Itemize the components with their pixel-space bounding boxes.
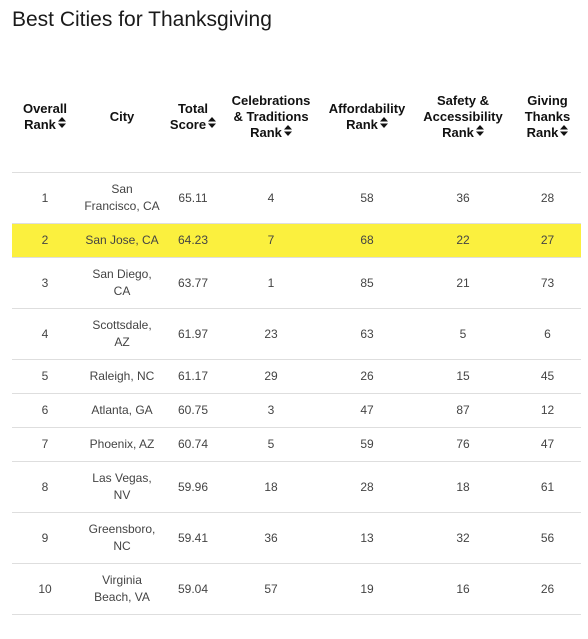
header-celebrations-traditions-rank[interactable] bbox=[220, 62, 322, 173]
cell-giving-thanks-rank: 61 bbox=[514, 462, 581, 513]
cell-celebrations-traditions-rank: 7 bbox=[220, 224, 322, 258]
cell-affordability-rank: 13 bbox=[322, 513, 412, 564]
cell-total-score: 61.17 bbox=[166, 360, 220, 394]
cell-city: Atlanta, GA bbox=[78, 394, 166, 428]
cell-celebrations-traditions-rank: 36 bbox=[220, 513, 322, 564]
header-label-line bbox=[222, 109, 320, 125]
sort-updown-icon[interactable] bbox=[284, 125, 292, 138]
cell-city: Raleigh, NC bbox=[78, 360, 166, 394]
cell-safety-accessibility-rank: 22 bbox=[412, 224, 514, 258]
page-title: Best Cities for Thanksgiving bbox=[12, 8, 272, 31]
sort-updown-icon[interactable] bbox=[380, 117, 388, 130]
header-label-line bbox=[516, 93, 579, 109]
table-row bbox=[12, 428, 581, 462]
header-label-text: Rank bbox=[346, 117, 378, 132]
header-label-line bbox=[324, 117, 410, 133]
header-label-line bbox=[414, 93, 512, 109]
cell-overall-rank: 7 bbox=[12, 428, 78, 462]
header-giving-thanks-rank[interactable] bbox=[514, 62, 581, 173]
header-label-line bbox=[80, 109, 164, 125]
header-overall-rank[interactable] bbox=[12, 62, 78, 173]
cell-celebrations-traditions-rank: 1 bbox=[220, 258, 322, 309]
header-label-text: Overall bbox=[22, 101, 68, 116]
cell-celebrations-traditions-rank: 18 bbox=[220, 462, 322, 513]
cell-safety-accessibility-rank: 32 bbox=[412, 513, 514, 564]
cell-total-score: 59.04 bbox=[166, 564, 220, 615]
cell-giving-thanks-rank: 26 bbox=[514, 564, 581, 615]
table-row bbox=[12, 173, 581, 224]
cell-safety-accessibility-rank: 21 bbox=[412, 258, 514, 309]
header-label-line bbox=[14, 117, 76, 133]
cell-overall-rank: 9 bbox=[12, 513, 78, 564]
table-row bbox=[12, 462, 581, 513]
header-label-text: Affordability bbox=[328, 101, 406, 116]
table-row bbox=[12, 224, 581, 258]
sort-updown-icon[interactable] bbox=[58, 117, 66, 130]
cell-celebrations-traditions-rank: 4 bbox=[220, 173, 322, 224]
sort-updown-icon[interactable] bbox=[476, 125, 484, 138]
header-label-text: Rank bbox=[526, 125, 559, 140]
header-row bbox=[12, 62, 581, 173]
cell-city: Phoenix, AZ bbox=[78, 428, 166, 462]
cell-safety-accessibility-rank: 87 bbox=[412, 394, 514, 428]
cell-affordability-rank: 26 bbox=[322, 360, 412, 394]
cell-affordability-rank: 58 bbox=[322, 173, 412, 224]
cell-affordability-rank: 85 bbox=[322, 258, 412, 309]
table-row bbox=[12, 513, 581, 564]
cell-celebrations-traditions-rank: 3 bbox=[220, 394, 322, 428]
header-label-line bbox=[168, 101, 218, 117]
header-label-line bbox=[168, 117, 218, 133]
cell-giving-thanks-rank: 27 bbox=[514, 224, 581, 258]
cell-safety-accessibility-rank: 76 bbox=[412, 428, 514, 462]
cell-giving-thanks-rank: 28 bbox=[514, 173, 581, 224]
cell-giving-thanks-rank: 12 bbox=[514, 394, 581, 428]
header-label-line bbox=[414, 125, 512, 141]
cell-city: Greensboro, NC bbox=[78, 513, 166, 564]
cell-total-score: 61.97 bbox=[166, 309, 220, 360]
cell-giving-thanks-rank: 47 bbox=[514, 428, 581, 462]
sort-updown-icon[interactable] bbox=[560, 125, 568, 138]
header-label-line bbox=[414, 109, 512, 125]
header-label-text: Giving bbox=[527, 93, 568, 108]
header-label-text: Celebrations bbox=[231, 93, 311, 108]
header-label-text: Rank bbox=[250, 125, 282, 140]
cell-affordability-rank: 19 bbox=[322, 564, 412, 615]
cell-affordability-rank: 68 bbox=[322, 224, 412, 258]
header-label-text: Score bbox=[169, 117, 207, 132]
cell-overall-rank: 5 bbox=[12, 360, 78, 394]
cell-affordability-rank: 28 bbox=[322, 462, 412, 513]
cell-giving-thanks-rank: 73 bbox=[514, 258, 581, 309]
table-row bbox=[12, 258, 581, 309]
header-total-score[interactable] bbox=[166, 62, 220, 173]
sort-updown-icon[interactable] bbox=[208, 117, 216, 130]
cell-city: San Jose, CA bbox=[78, 224, 166, 258]
cell-overall-rank: 2 bbox=[12, 224, 78, 258]
table-row bbox=[12, 309, 581, 360]
cell-affordability-rank: 59 bbox=[322, 428, 412, 462]
cell-safety-accessibility-rank: 15 bbox=[412, 360, 514, 394]
header-label-text: Safety & bbox=[436, 93, 490, 108]
header-city bbox=[78, 62, 166, 173]
header-label-text: Total bbox=[177, 101, 209, 116]
cell-overall-rank: 1 bbox=[12, 173, 78, 224]
header-label-line bbox=[516, 109, 579, 125]
cell-city: Virginia Beach, VA bbox=[78, 564, 166, 615]
cell-city: San Francisco, CA bbox=[78, 173, 166, 224]
cell-celebrations-traditions-rank: 23 bbox=[220, 309, 322, 360]
cell-giving-thanks-rank: 56 bbox=[514, 513, 581, 564]
cell-city: Las Vegas, NV bbox=[78, 462, 166, 513]
header-label-line bbox=[14, 101, 76, 117]
header-label-text: Rank bbox=[442, 125, 474, 140]
table-row bbox=[12, 360, 581, 394]
cell-total-score: 59.41 bbox=[166, 513, 220, 564]
header-label-text: Accessibility bbox=[423, 109, 503, 124]
header-safety-accessibility-rank[interactable] bbox=[412, 62, 514, 173]
cell-city: San Diego, CA bbox=[78, 258, 166, 309]
cell-celebrations-traditions-rank: 5 bbox=[220, 428, 322, 462]
cell-city: Scottsdale, AZ bbox=[78, 309, 166, 360]
cell-safety-accessibility-rank: 16 bbox=[412, 564, 514, 615]
table-row bbox=[12, 564, 581, 615]
header-label-line bbox=[222, 125, 320, 141]
header-label-line bbox=[324, 101, 410, 117]
cell-total-score: 63.77 bbox=[166, 258, 220, 309]
cell-overall-rank: 10 bbox=[12, 564, 78, 615]
cell-safety-accessibility-rank: 36 bbox=[412, 173, 514, 224]
cell-total-score: 60.75 bbox=[166, 394, 220, 428]
header-label-text: City bbox=[109, 109, 135, 124]
cell-overall-rank: 6 bbox=[12, 394, 78, 428]
header-label-text: & Traditions bbox=[233, 109, 309, 124]
cell-giving-thanks-rank: 45 bbox=[514, 360, 581, 394]
cell-affordability-rank: 63 bbox=[322, 309, 412, 360]
cell-total-score: 65.11 bbox=[166, 173, 220, 224]
cell-overall-rank: 3 bbox=[12, 258, 78, 309]
cell-overall-rank: 4 bbox=[12, 309, 78, 360]
rankings-table bbox=[12, 62, 581, 615]
cell-safety-accessibility-rank: 18 bbox=[412, 462, 514, 513]
cell-total-score: 60.74 bbox=[166, 428, 220, 462]
cell-celebrations-traditions-rank: 29 bbox=[220, 360, 322, 394]
cell-safety-accessibility-rank: 5 bbox=[412, 309, 514, 360]
cell-total-score: 64.23 bbox=[166, 224, 220, 258]
table-row bbox=[12, 394, 581, 428]
cell-giving-thanks-rank: 6 bbox=[514, 309, 581, 360]
cell-affordability-rank: 47 bbox=[322, 394, 412, 428]
header-label-line bbox=[516, 125, 579, 141]
header-affordability-rank[interactable] bbox=[322, 62, 412, 173]
header-label-line bbox=[222, 93, 320, 109]
header-label-text: Thanks bbox=[524, 109, 571, 124]
cell-overall-rank: 8 bbox=[12, 462, 78, 513]
cell-celebrations-traditions-rank: 57 bbox=[220, 564, 322, 615]
cell-total-score: 59.96 bbox=[166, 462, 220, 513]
header-label-text: Rank bbox=[24, 117, 56, 132]
